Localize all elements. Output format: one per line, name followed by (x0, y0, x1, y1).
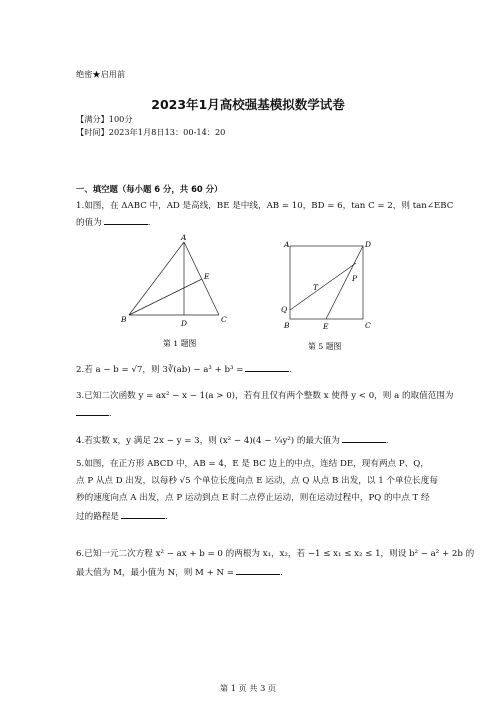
answer-blank-1 (104, 216, 148, 225)
question-5-line-2: 点 P 从点 D 出发，以每秒 √5 个单位长度向点 E 运动，点 Q 从点 B 出发，以 1 个单位长度每 (76, 476, 438, 486)
answer-blank-4 (342, 434, 386, 443)
question-1-line-2: 的值为 . (76, 218, 151, 228)
fig1-caption: 第 1 题图 (163, 339, 197, 347)
answer-blank-3 (76, 407, 109, 416)
question-3-line-2: . (76, 407, 112, 420)
fig1-label-e: E (204, 272, 210, 281)
question-3-line-1: 3.已知二次函数 y = ax² − x − 1(a > 0)，若有且仅有两个整数 x 使得 y < 0，则 a 的取值范围为 (76, 391, 454, 401)
exam-time: 【时间】2023年1月8日13：00-14：20 (76, 127, 226, 137)
figure-1-triangle (110, 232, 240, 347)
fig5-label-e: E (323, 322, 329, 331)
fig1-label-b: B (121, 315, 127, 324)
confidential-mark: 绝密★启用前 (76, 69, 126, 79)
question-5-line-1: 5.如图，在正方形 ABCD 中，AB = 4，E 是 BC 边上的中点，连结 DE，现有两点 P、Q， (76, 459, 429, 469)
question-1-line-1: 1.如图，在 ΔABC 中，AD 是高线，BE 是中线，AB = 10，BD = 6，tan C = 2，则 tan∠EBC (76, 201, 454, 211)
page-title: 2023年1月高校强基模拟数学试卷 (151, 97, 345, 112)
fig5-label-q: Q (281, 305, 288, 314)
fig5-caption: 第 5 题图 (308, 342, 342, 351)
answer-blank-5 (121, 510, 165, 519)
question-2: 2.若 a − b = √7，则 3∛(ab) − a³ + b³ = . (76, 365, 293, 375)
answer-blank-2 (245, 363, 289, 372)
fig5-label-b: B (284, 321, 290, 330)
page-footer: 第 1 页 共 3 页 (219, 683, 277, 693)
figure-5-square (278, 236, 388, 351)
question-4: 4.若实数 x，y 满足 2x − y = 3，则 (x² − 4)(4 − ¼y²) 的最大值为 . (76, 436, 389, 446)
question-5-line-3: 秒的速度向点 A 出发，点 P 运动到点 E 时二点停止运动，则在运动过程中，PQ 的中点 T 经 (76, 493, 430, 503)
question-6-line-2: 最大值为 M，最小值为 N，则 M + N = . (76, 568, 283, 578)
question-5-line-4: 过的路程是 . (76, 512, 168, 522)
fig5-label-c: C (365, 321, 371, 330)
fig5-label-d: D (365, 240, 372, 249)
fig5-label-p: P (352, 274, 358, 283)
question-6-line-1: 6.已知一元二次方程 x² − ax + b = 0 的两根为 x₁，x₂，若 −1 ≤ x₁ ≤ x₂ ≤ 1，则设 b² − a² + 2b 的 (76, 549, 475, 559)
answer-blank-6 (236, 566, 280, 575)
section-heading: 一、填空题（每小题 6 分，共 60 分） (76, 184, 223, 194)
fig5-label-a: A (284, 240, 290, 249)
fig1-label-d: D (181, 319, 188, 328)
fig1-label-c: C (221, 315, 227, 324)
full-score: 【满分】100分 (76, 114, 133, 124)
fig5-label-t: T (313, 283, 319, 292)
fig1-label-a: A (181, 233, 187, 242)
